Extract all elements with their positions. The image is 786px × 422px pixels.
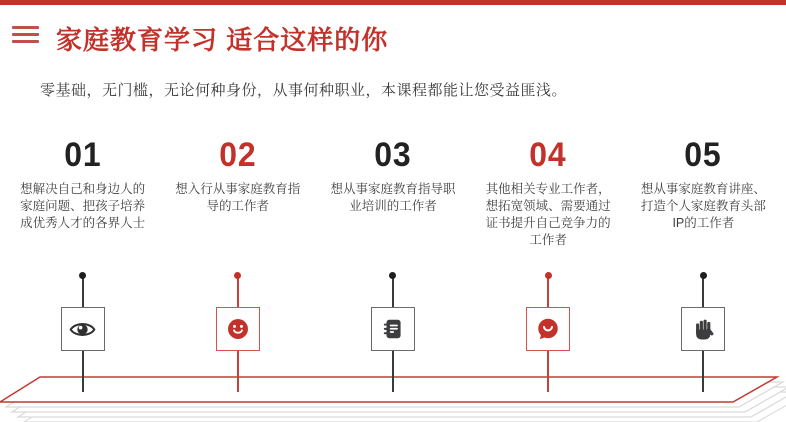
raised-hand-icon: [690, 316, 717, 343]
hamburger-line: [12, 33, 39, 36]
item-description: 想从事家庭教育讲座、打造个人家庭教育头部IP的工作者: [640, 182, 766, 230]
top-accent-bar: [0, 0, 786, 5]
hamburger-line: [12, 40, 39, 43]
icon-box-3: [371, 307, 415, 351]
connector-row: [5, 272, 781, 392]
audience-item-3: [315, 138, 470, 249]
eye-icon: [69, 316, 96, 343]
item-number: 03: [374, 136, 412, 174]
icon-box-1: [61, 307, 105, 351]
icon-box-4: [526, 307, 570, 351]
connector-dot: [79, 272, 86, 279]
audience-item-2: [160, 138, 315, 249]
connector-5: [626, 272, 781, 392]
connector-3: [315, 272, 470, 392]
connector-1: [5, 272, 160, 392]
connector-dot: [700, 272, 707, 279]
audience-item-5: [626, 138, 781, 249]
subtitle-text: 零基础，无门槛，无论何种身份，从事何种职业，本课程都能让您受益匪浅。: [40, 83, 568, 99]
hamburger-line: [12, 26, 39, 29]
item-description: 想入行从事家庭教育指导的工作者: [175, 182, 301, 213]
connector-4: [471, 272, 626, 392]
item-number: 02: [219, 136, 257, 174]
page-title: 家庭教育学习 适合这样的你: [56, 25, 389, 55]
item-description: 其他相关专业工作者，想拓宽领域、需要通过证书提升自己竞争力的工作者: [485, 182, 611, 247]
item-number: 01: [63, 136, 102, 174]
chat-smile-icon: [535, 316, 561, 342]
item-number: 05: [684, 136, 723, 174]
icon-box-5: [681, 307, 725, 351]
audience-columns: [5, 138, 781, 249]
hamburger-icon: [12, 26, 39, 47]
smiley-face-icon: [225, 316, 251, 342]
connector-2: [160, 272, 315, 392]
notebook-icon: [380, 316, 406, 342]
item-description: 想从事家庭教育指导职业培训的工作者: [330, 182, 456, 213]
audience-item-1: [5, 138, 160, 249]
item-description: 想解决自己和身边人的家庭问题、把孩子培养成优秀人才的各界人士: [20, 182, 146, 230]
connector-dot: [234, 272, 241, 279]
connector-dot: [389, 272, 396, 279]
icon-box-2: [216, 307, 260, 351]
connector-dot: [545, 272, 552, 279]
audience-item-4: [471, 138, 626, 249]
item-number: 04: [529, 136, 567, 174]
